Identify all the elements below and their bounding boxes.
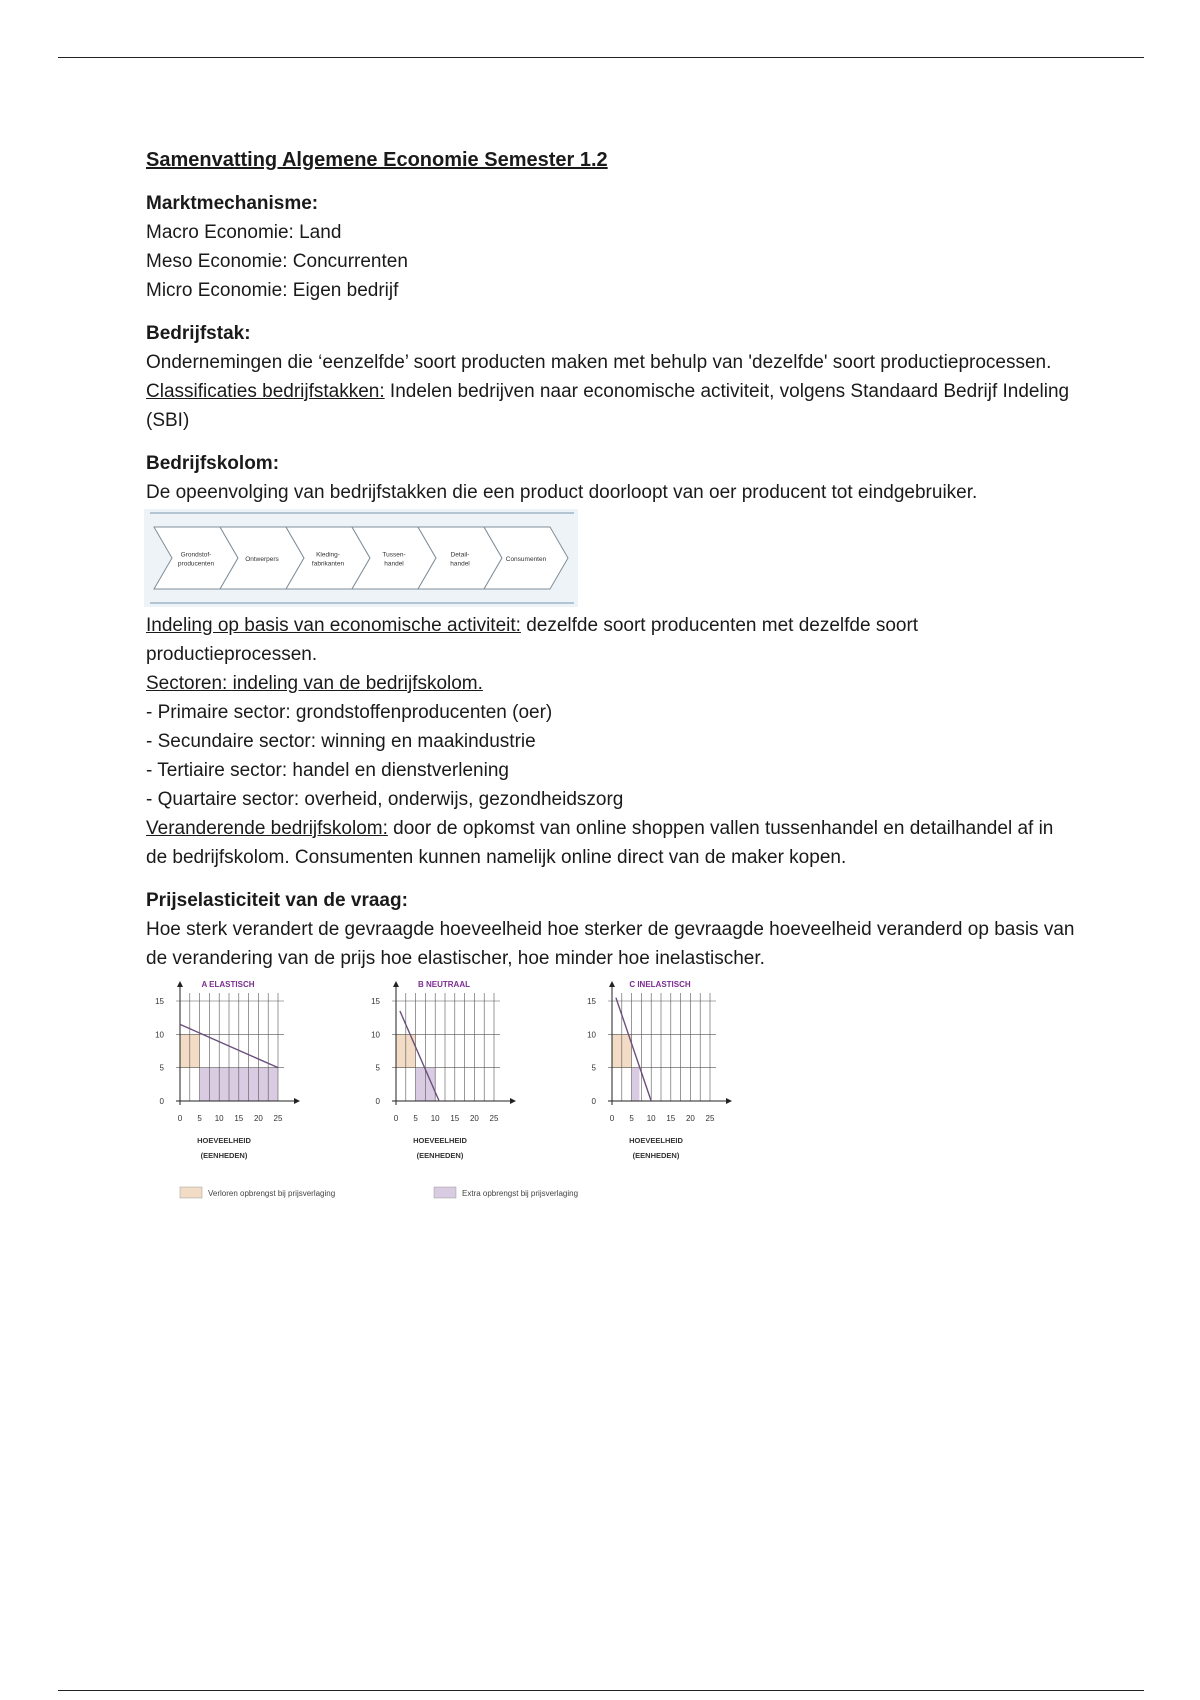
x-tick-label: 25	[273, 1114, 283, 1123]
chain-step-label: Tussen-	[382, 551, 406, 559]
y-axis-arrow	[609, 981, 615, 987]
x-tick-label: 5	[413, 1114, 418, 1123]
chain-step-label: Consumenten	[505, 556, 547, 563]
x-axis-arrow	[294, 1098, 300, 1104]
chart-title: B NEUTRAAL	[418, 980, 470, 989]
x-tick-label: 10	[430, 1114, 440, 1123]
document-body	[146, 146, 1076, 1231]
extra-revenue-area	[632, 1068, 640, 1101]
text-line: Micro Economie: Eigen bedrijf	[146, 280, 399, 301]
paragraph	[146, 814, 1076, 872]
section-heading: Prijselasticiteit van de vraag:	[146, 890, 408, 911]
paragraph	[146, 611, 1076, 669]
underlined-term: Classificaties bedrijfstakken:	[146, 381, 385, 402]
y-tick-label: 5	[375, 1063, 380, 1073]
paragraph: Hoe sterk verandert de gevraagde hoeveelheid hoe sterker de gevraagde hoeveelheid veranderd op basis van de verandering van de prijs hoe elastischer, hoe minder hoe inelastischer.	[146, 919, 1075, 969]
x-axis-arrow	[726, 1098, 732, 1104]
x-tick-label: 5	[629, 1114, 634, 1123]
chart-2	[371, 980, 516, 1160]
chain-step-label: handel	[450, 560, 470, 568]
x-tick-label: 0	[177, 1114, 183, 1123]
x-tick-label: 0	[609, 1114, 615, 1123]
paragraph: De opeenvolging van bedrijfstakken die een product doorloopt van oer producent tot eindgebruiker.	[146, 482, 978, 503]
chart-title: C INELASTISCH	[629, 980, 691, 989]
chart-1	[155, 980, 300, 1160]
bedrijfskolom-diagram	[144, 509, 578, 607]
x-tick-label: 0	[393, 1114, 399, 1123]
paragraph	[146, 377, 1076, 435]
y-tick-label: 15	[155, 997, 164, 1006]
section-heading: Bedrijfstak:	[146, 323, 251, 344]
section-elasticiteit	[146, 886, 1076, 1217]
chain-svg	[144, 509, 578, 607]
legend-swatch-extra	[434, 1187, 456, 1198]
section-bedrijfstak	[146, 319, 1076, 435]
chain-step-label: Ontwerpers	[245, 556, 279, 563]
x-tick-label: 15	[666, 1114, 676, 1123]
list-item: - Tertiaire sector: handel en dienstverlening	[146, 760, 509, 781]
underlined-term: Veranderende bedrijfskolom:	[146, 818, 388, 839]
x-axis-label: HOEVEELHEID	[629, 1136, 683, 1145]
x-tick-label: 25	[489, 1114, 499, 1123]
x-axis-label: (EENHEDEN)	[632, 1151, 680, 1160]
x-axis-label: HOEVEELHEID	[413, 1136, 467, 1145]
x-tick-label: 10	[214, 1114, 224, 1123]
section-heading: Bedrijfskolom:	[146, 453, 280, 474]
x-tick-label: 15	[234, 1114, 244, 1123]
chain-step-label: Detail-	[450, 551, 470, 559]
list-item: - Quartaire sector: overheid, onderwijs, gezondheidszorg	[146, 789, 624, 810]
term-text: dezelfde soort producenten met dezelfde soort productieprocessen.	[146, 615, 919, 665]
text-line: Macro Economie: Land	[146, 222, 342, 243]
x-tick-label: 20	[469, 1114, 479, 1123]
chain-step-label: Grondstof-	[180, 551, 212, 559]
term-text: Indelen bedrijven naar economische activiteit, volgens Standaard Bedrijf Indeling (SBI)	[146, 381, 1070, 431]
y-tick-label: 10	[155, 1030, 164, 1040]
chart-3	[587, 980, 732, 1160]
y-tick-label: 15	[371, 997, 380, 1006]
top-rule	[58, 57, 1144, 58]
list-item: - Primaire sector: grondstoffenproducenten (oer)	[146, 702, 553, 723]
chain-step-label: handel	[384, 560, 404, 568]
underlined-term: Sectoren: indeling van de bedrijfskolom.	[146, 673, 483, 694]
legend-label-extra: Extra opbrengst bij prijsverlaging	[462, 1189, 579, 1198]
y-tick-label: 15	[587, 997, 596, 1006]
x-axis-label: (EENHEDEN)	[200, 1151, 248, 1160]
x-tick-label: 5	[197, 1114, 202, 1123]
chart-title: A ELASTISCH	[201, 980, 255, 989]
text-line: Meso Economie: Concurrenten	[146, 251, 408, 272]
x-tick-label: 15	[450, 1114, 460, 1123]
legend-swatch-lost	[180, 1187, 202, 1198]
x-tick-label: 20	[685, 1114, 695, 1123]
document-title: Samenvatting Algemene Economie Semester 1.2	[146, 149, 608, 171]
x-tick-label: 10	[646, 1114, 656, 1123]
charts-svg	[142, 977, 778, 1217]
paragraph: Ondernemingen die ‘eenzelfde’ soort producten maken met behulp van 'dezelfde' soort productieprocessen.	[146, 352, 1052, 373]
x-tick-label: 20	[253, 1114, 263, 1123]
term-text: door de opkomst van online shoppen vallen tussenhandel en detailhandel af in de bedrijfskolom. Consumenten kunnen namelijk online direct van de maker kopen.	[146, 818, 1054, 868]
x-axis-arrow	[510, 1098, 516, 1104]
y-tick-label: 0	[159, 1097, 164, 1106]
chain-step-label: fabrikanten	[311, 560, 345, 568]
list-item: - Secundaire sector: winning en maakindustrie	[146, 731, 536, 752]
section-bedrijfskolom	[146, 449, 1076, 872]
x-axis-label: HOEVEELHEID	[197, 1136, 251, 1145]
underlined-term: Indeling op basis van economische activiteit:	[146, 615, 521, 636]
chain-step-label: producenten	[177, 560, 215, 568]
y-axis-arrow	[393, 981, 399, 987]
chain-step-label: Kleding-	[316, 551, 340, 559]
y-tick-label: 0	[591, 1097, 596, 1106]
y-tick-label: 5	[591, 1063, 596, 1073]
x-tick-label: 25	[705, 1114, 715, 1123]
y-axis-arrow	[177, 981, 183, 987]
y-tick-label: 10	[371, 1030, 380, 1040]
y-tick-label: 5	[159, 1063, 164, 1073]
x-axis-label: (EENHEDEN)	[416, 1151, 464, 1160]
section-heading: Marktmechanisme:	[146, 193, 319, 214]
legend-label-lost: Verloren opbrengst bij prijsverlaging	[208, 1189, 336, 1198]
bottom-rule	[58, 1690, 1144, 1691]
y-tick-label: 0	[375, 1097, 380, 1106]
elasticity-charts	[142, 977, 778, 1217]
y-tick-label: 10	[587, 1030, 596, 1040]
section-marktmechanisme	[146, 189, 1076, 305]
